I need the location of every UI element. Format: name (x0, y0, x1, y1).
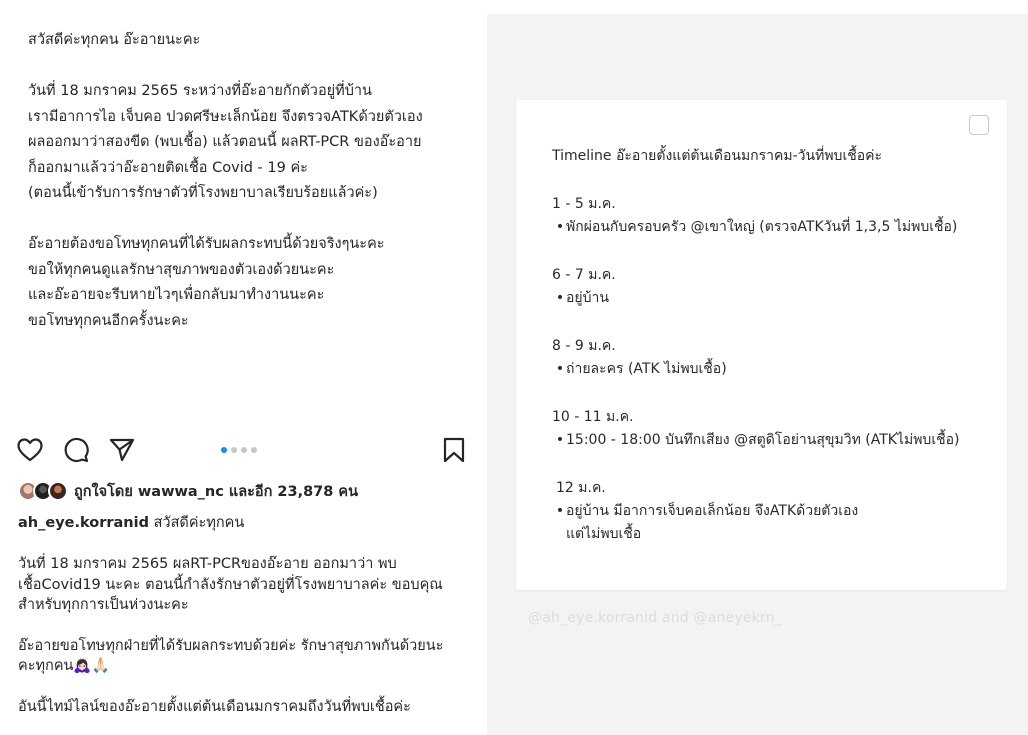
bullet-icon: • (555, 503, 565, 519)
timeline-item-continuation: แต่ไม่พบเชื้อ (566, 526, 642, 542)
caption-paragraph (18, 636, 468, 677)
post-caption (18, 512, 468, 717)
statement-line: ผลออกมาว่าสองขีด (พบเชื้อ) แล้วตอนนี้ ผลRT-PCR ของอ๊ะอาย (28, 134, 422, 150)
timeline-note-body (552, 144, 992, 546)
carousel-indicator (221, 447, 257, 453)
liker-avatars (18, 481, 70, 501)
timeline-item (552, 216, 992, 239)
post-action-bar (16, 436, 466, 466)
carousel-dot-active (221, 447, 227, 453)
timeline-entry (552, 263, 992, 310)
statement-line: สวัสดีค่ะทุกคน อ๊ะอายนะคะ (28, 32, 201, 48)
timeline-note-card (516, 100, 1007, 590)
statement-text (28, 28, 468, 334)
timeline-entry (552, 405, 992, 452)
heart-icon[interactable] (16, 436, 44, 464)
carousel-dot (241, 447, 247, 453)
timeline-item (552, 429, 992, 452)
statement-line: ขอโทษทุกคนอีกครั้งนะคะ (28, 312, 189, 329)
timeline-item (552, 287, 992, 310)
timeline-item-text: อยู่บ้าน มีอาการเจ็บคอเล็กน้อย จึงATKด้วยตัวเอง (566, 503, 859, 519)
caption-paragraph (18, 554, 468, 616)
caption-line: คะทุกคน🙇🏻‍♀️🙏🏻 (18, 658, 110, 674)
caption-line: อันนี้ไทม์ไลน์ของอ๊ะอายตั้งแต่ต้นเดือนมกราคมถึงวันที่พบเชื้อค่ะ (18, 698, 411, 715)
caption-first-line (18, 512, 468, 534)
likes-count[interactable]: ถูกใจโดย wawwa_nc และอีก 23,878 คน (74, 483, 359, 500)
caption-line: อ๊ะอายขอโทษทุกฝ่ายที่ได้รับผลกระทบด้วยค่ะ รักษาสุขภาพกันด้วยนะ (18, 637, 444, 654)
timeline-entry (552, 334, 992, 381)
timeline-item-text: พักผ่อนกับครอบครัว @เขาใหญ่ (ตรวจATKวันที่ 1,3,5 ไม่พบเชื้อ) (566, 219, 958, 235)
timeline-item (552, 358, 992, 381)
carousel-dot (231, 447, 237, 453)
statement-line: ขอให้ทุกคนดูแลรักษาสุขภาพของตัวเองด้วยนะคะ (28, 261, 335, 278)
timeline-date: 1 - 5 ม.ค. (552, 196, 616, 212)
comment-icon[interactable] (62, 436, 90, 464)
carousel-dot (251, 447, 257, 453)
statement-line: เรามีอาการไอ เจ็บคอ ปวดศรีษะเล็กน้อย จึงตรวจATKด้วยตัวเอง (28, 108, 423, 125)
bookmark-icon[interactable] (440, 436, 468, 464)
watermark-text: @ah_eye.korranid and @aneyekrn_ (528, 610, 782, 626)
timeline-title: Timeline อ๊ะอายตั้งแต่ต้นเดือนมกราคม-วันที่พบเชื้อค่ะ (552, 148, 883, 164)
bullet-icon: • (555, 361, 565, 377)
bullet-icon: • (555, 432, 565, 448)
timeline-date: 10 - 11 ม.ค. (552, 409, 634, 425)
timeline-date: 8 - 9 ม.ค. (552, 338, 616, 354)
share-icon[interactable] (108, 436, 136, 464)
timeline-item-text: 15:00 - 18:00 บันทึกเสียง @สตูดิโอย่านสุขุมวิท (ATKไม่พบเชื้อ) (566, 432, 960, 448)
timeline-date: 6 - 7 ม.ค. (552, 267, 616, 283)
caption-line: วันที่ 18 มกราคม 2565 ผลRT-PCRของอ๊ะอาย ออกมาว่า พบ (18, 556, 397, 572)
bullet-icon: • (555, 219, 565, 235)
statement-line: วันที่ 18 มกราคม 2565 ระหว่างที่อ๊ะอายกักตัวอยู่ที่บ้าน (28, 83, 372, 99)
checkbox-icon[interactable] (969, 115, 989, 135)
caption-paragraph (18, 697, 468, 718)
timeline-entry (552, 476, 992, 546)
statement-line: และอ๊ะอายจะรีบหายไวๆเพื่อกลับมาทำงานนะคะ (28, 287, 325, 303)
statement-gap (28, 207, 468, 233)
caption-line: สำหรับทุกการเป็นห่วงนะคะ (18, 597, 189, 613)
timeline-entry (552, 192, 992, 239)
bullet-icon: • (555, 290, 565, 306)
caption-line: เชื้อCovid19 นะคะ ตอนนี้กำลังรักษาตัวอยู่ที่โรงพยาบาลค่ะ ขอบคุณ (18, 576, 443, 593)
likes-row (18, 480, 358, 502)
caption-text: สวัสดีค่ะทุกคน (153, 515, 245, 531)
panel-top-strip (487, 0, 1028, 14)
statement-line: อ๊ะอายต้องขอโทษทุกคนที่ได้รับผลกระทบนี้ด้วยจริงๆนะคะ (28, 236, 385, 252)
timeline-item-text: ถ่ายละคร (ATK ไม่พบเชื้อ) (566, 361, 727, 377)
caption-username[interactable]: ah_eye.korranid (18, 515, 149, 531)
timeline-item-text: อยู่บ้าน (566, 290, 609, 306)
statement-line: (ตอนนี้เข้ารับการรักษาตัวที่โรงพยาบาลเรียบร้อยแล้วค่ะ) (28, 185, 378, 201)
statement-gap (28, 54, 468, 80)
timeline-item (552, 500, 992, 523)
statement-line: ก็ออกมาแล้วว่าอ๊ะอายติดเชื้อ Covid - 19 ค่ะ (28, 159, 308, 176)
avatar[interactable] (48, 481, 68, 501)
timeline-date: 12 ม.ค. (556, 480, 606, 496)
